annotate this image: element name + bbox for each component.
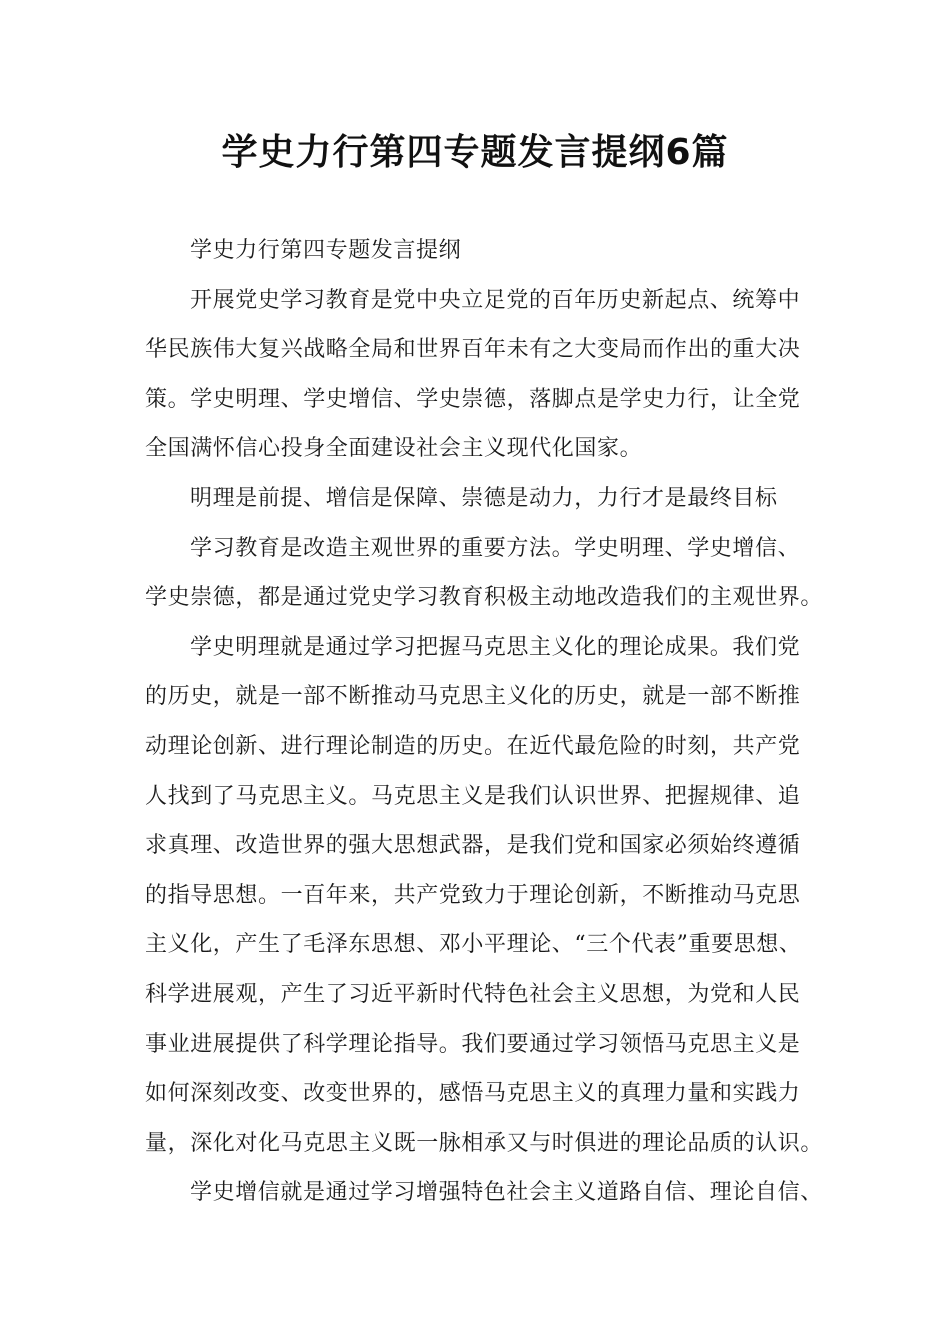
text-line: 主义化，产生了毛泽东思想、邓小平理论、“三个代表”重要思想、 [145, 932, 802, 958]
text-line: 的指导思想。一百年来，共产党致力于理论创新，不断推动马克思 [145, 882, 801, 908]
document-title: 学史力行第四专题发言提纲6篇 [221, 132, 729, 173]
text-line: 科学进展观，产生了习近平新时代特色社会主义思想，为党和人民 [145, 981, 801, 1007]
text-line: 明理是前提、增信是保障、崇德是动力，力行才是最终目标 [190, 485, 778, 511]
text-line: 全国满怀信心投身全面建设社会主义现代化国家。 [145, 436, 643, 462]
text-line: 事业进展提供了科学理论指导。我们要通过学习领悟马克思主义是 [145, 1031, 801, 1057]
text-line: 策。学史明理、学史增信、学史崇德，落脚点是学史力行，让全党 [145, 386, 801, 412]
text-line: 人找到了马克思主义。马克思主义是我们认识世界、把握规律、追 [145, 783, 801, 809]
text-line: 华民族伟大复兴战略全局和世界百年未有之大变局而作出的重大决 [145, 337, 801, 363]
text-line: 学史明理就是通过学习把握马克思主义化的理论成果。我们党 [190, 634, 801, 660]
text-line: 的历史，就是一部不断推动马克思主义化的历史，就是一部不断推 [145, 684, 801, 710]
text-line: 学史增信就是通过学习增强特色社会主义道路自信、理论自信、 [190, 1180, 823, 1206]
document-body [145, 226, 825, 1218]
text-line: 开展党史学习教育是党中央立足党的百年历史新起点、统筹中 [190, 287, 801, 313]
text-line: 求真理、改造世界的强大思想武器，是我们党和国家必须始终遵循 [145, 833, 801, 859]
text-line: 如何深刻改变、改变世界的，感悟马克思主义的真理力量和实践力 [145, 1081, 801, 1107]
text-line: 学史崇德，都是通过党史学习教育积极主动地改造我们的主观世界。 [145, 585, 824, 611]
text-line: 动理论创新、进行理论制造的历史。在近代最危险的时刻，共产党 [145, 733, 801, 759]
text-line: 量，深化对化马克思主义既一脉相承又与时俱进的理论品质的认识。 [145, 1130, 824, 1156]
text-line: 学习教育是改造主观世界的重要方法。学史明理、学史增信、 [190, 535, 801, 561]
text-line: 学史力行第四专题发言提纲 [190, 238, 462, 263]
